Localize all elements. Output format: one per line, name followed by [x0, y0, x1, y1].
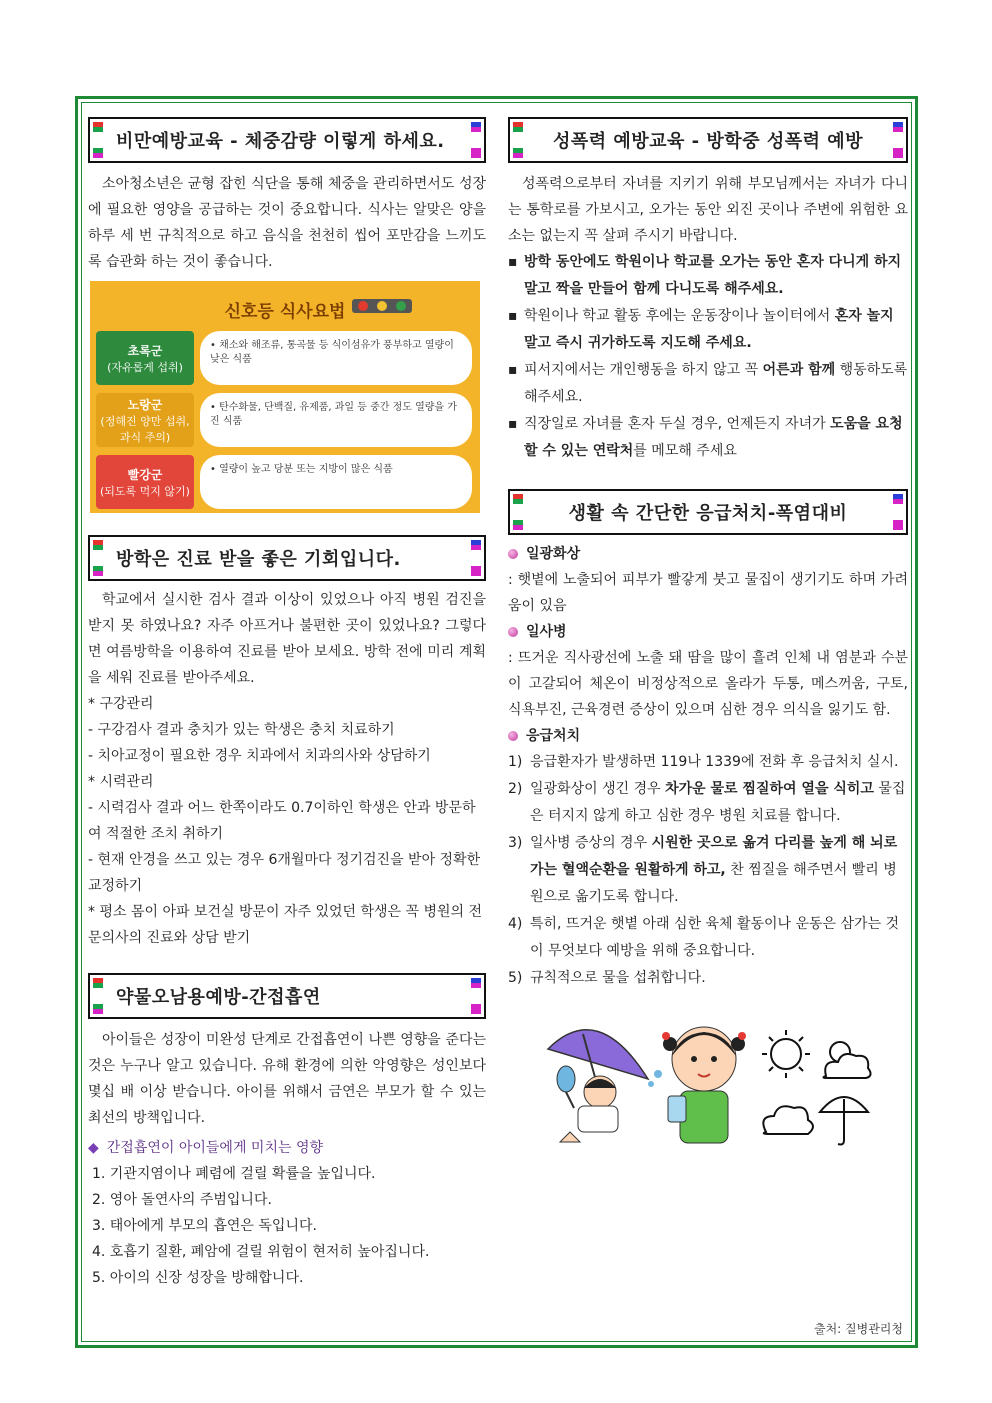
firstaid-step: 2) 일광화상이 생긴 경우 차가운 물로 찜질하여 열을 식히고 물집은 터지지 않게 하고 심한 경우 병원 치료를 합니다.	[508, 781, 906, 824]
green-group-label	[96, 331, 194, 385]
corner-decoration	[471, 148, 481, 158]
firstaid-steps	[508, 749, 908, 992]
corner-decoration	[893, 148, 903, 158]
yellow-group-name: 노랑군	[127, 397, 163, 412]
smoking-effects-list	[88, 1161, 486, 1291]
page-frame	[75, 96, 918, 1348]
corner-decoration	[513, 520, 523, 530]
smoking-effect-item: 4. 호흡기 질환, 폐암에 걸릴 위험이 현저히 높아집니다.	[92, 1244, 430, 1260]
corner-decoration	[471, 1004, 481, 1014]
corner-decoration	[893, 520, 903, 530]
left-column	[88, 99, 486, 1291]
smoking-effect-item: 1. 기관지염이나 폐렴에 걸릴 확률을 높입니다.	[92, 1166, 376, 1182]
obesity-section-title-box	[88, 117, 486, 163]
smoking-section-title-box	[88, 973, 486, 1019]
smoking-body: 아이들은 성장이 미완성 단계로 간접흡연이 나쁜 영향을 준다는 것은 누구나 알고 있습니다. 유해 환경에 의한 악영향은 성인보다 몇십 배 이상 받습니다. 아이를 위해서 금연은 부모가 할 수 있는 최선의 방책입니다.	[88, 1032, 486, 1126]
smoking-effect-item: 5. 아이의 신장 성장을 방해합니다.	[92, 1270, 304, 1286]
checkup-item: * 구강관리	[88, 696, 154, 712]
corner-decoration	[93, 978, 103, 988]
checkup-item: * 평소 몸이 아파 보건실 방문이 자주 있었던 학생은 꼭 병원의 전문의사의 진료와 상담 받기	[88, 904, 483, 946]
sunburn-heading	[508, 541, 908, 567]
sunburn-heading-text: 일광화상	[526, 546, 581, 562]
checkup-body: 학교에서 실시한 검사 결과 이상이 있었으나 아직 병원 검진을 받지 못 하였나요? 자주 아프거나 불편한 곳이 있었나요? 그렇다면 여름방학을 이용하여 진료를 받아 보세요. 방학 전에 미리 계획을 세워 진료를 받아주세요.	[88, 592, 486, 686]
checkup-item: * 시력관리	[88, 774, 154, 790]
firstaid-heading	[508, 723, 908, 749]
green-group-sub: (자유롭게 섭취)	[107, 360, 183, 374]
corner-decoration	[93, 566, 103, 576]
girl-with-drink-illustration	[648, 1027, 746, 1143]
traffic-light-diet-image	[90, 281, 480, 513]
corner-decoration	[893, 494, 903, 504]
smoking-section-title: 약물오남용예방-간접흡연	[116, 987, 321, 1008]
square-bullet-icon: ▪	[508, 362, 518, 378]
heatstroke-heading-text: 일사병	[526, 624, 567, 640]
green-group-name: 초록군	[127, 343, 163, 358]
traffic-light-icon	[352, 299, 412, 313]
corner-decoration	[471, 540, 481, 550]
smoking-subheading	[88, 1135, 486, 1161]
yellow-group-label	[96, 393, 194, 447]
checkup-item: - 구강검사 결과 충치가 있는 학생은 충치 치료하기	[88, 722, 395, 738]
checkup-item: - 치아교정이 필요한 경우 치과에서 치과의사와 상담하기	[88, 748, 431, 764]
partly-cloudy-icon	[823, 1042, 870, 1078]
yellow-group-desc: • 탄수화물, 단백질, 유제품, 과일 등 중간 정도 열량을 가진 식품	[200, 393, 472, 447]
corner-decoration	[471, 978, 481, 988]
checkup-item: - 시력검사 결과 어느 한쪽이라도 0.7이하인 학생은 안과 방문하여 적절한 조치 취하기	[88, 800, 476, 842]
violence-section-title-box	[508, 117, 908, 163]
red-group-desc: • 열량이 높고 당분 또는 지방이 많은 식품	[200, 455, 472, 509]
violence-body: 성폭력으로부터 자녀를 지키기 위해 부모님께서는 자녀가 다니는 통학로를 가보시고, 오가는 동안 외진 곳이나 주변에 위험한 요소는 없는지 꼭 살펴 주시기 바랍니다.	[508, 176, 908, 244]
square-bullet-icon: ▪	[508, 254, 518, 270]
yellow-group-row	[96, 393, 472, 447]
heatwave-illustration	[508, 1004, 908, 1154]
right-column	[508, 99, 908, 1154]
green-group-row	[96, 331, 472, 385]
sunburn-text: : 햇볕에 노출되어 피부가 빨갛게 붓고 물집이 생기기도 하며 가려움이 있음	[508, 572, 908, 614]
corner-decoration	[93, 122, 103, 132]
firstaid-section-title-box	[508, 489, 908, 535]
sun-icon	[771, 1039, 801, 1069]
source-credit: 출처: 질병관리청	[813, 1322, 903, 1336]
red-group-row	[96, 455, 472, 509]
violence-section-title: 성폭력 예방교육 - 방학중 성폭력 예방	[552, 131, 864, 152]
square-bullet-icon: ▪	[508, 308, 518, 324]
umbrella-icon	[820, 1097, 868, 1145]
red-group-sub: (되도록 먹지 않기)	[100, 484, 190, 498]
violence-bullet: ▪ 직장일로 자녀를 혼자 두실 경우, 언제든지 자녀가 도움을 요청할 수 있는 연락처를 메모해 주세요	[508, 411, 908, 465]
corner-decoration	[471, 566, 481, 576]
heatstroke-heading	[508, 619, 908, 645]
smoking-effect-item: 2. 영아 돌연사의 주범입니다.	[92, 1192, 272, 1208]
firstaid-step: 3) 일사병 증상의 경우 시원한 곳으로 옮겨 다리를 높게 해 뇌로 가는 혈액순환을 원활하게 하고, 찬 찜질을 해주면서 빨리 병원으로 옮기도록 합니다.	[508, 835, 898, 905]
pink-bullet-icon	[508, 627, 518, 637]
violence-bullet: ▪ 학원이나 학교 활동 후에는 운동장이나 놀이터에서 혼자 놀지 말고 즉시 귀가하도록 지도해 주세요.	[508, 303, 908, 357]
obesity-section-title: 비만예방교육 - 체중감량 이렇게 하세요.	[116, 131, 445, 152]
yellow-group-sub: (정해진 양만 섭취, 과식 주의)	[100, 414, 190, 444]
corner-decoration	[513, 122, 523, 132]
firstaid-section-title: 생활 속 간단한 응급처치-폭염대비	[568, 503, 848, 524]
corner-decoration	[471, 122, 481, 132]
checkup-section-title-box	[88, 535, 486, 581]
traffic-light-title: 신호등 식사요법	[224, 302, 346, 322]
smoking-effect-item: 3. 태아에게 부모의 흡연은 독입니다.	[92, 1218, 317, 1234]
checkup-item: - 현재 안경을 쓰고 있는 경우 6개월마다 정기검진을 받아 정확한 교정하기	[88, 852, 481, 894]
square-bullet-icon: ▪	[508, 416, 518, 432]
violence-bullet: ▪ 방학 동안에도 학원이나 학교를 오가는 동안 혼자 다니게 하지 말고 짝을 만들어 함께 다니도록 해주세요.	[508, 249, 908, 303]
umbrella-kid-illustration	[548, 1030, 648, 1142]
corner-decoration	[893, 122, 903, 132]
checkup-section-title: 방학은 진료 받을 좋은 기회입니다.	[116, 549, 401, 570]
gem-icon: ◆	[88, 1140, 99, 1156]
corner-decoration	[93, 1004, 103, 1014]
cloud-icon	[763, 1106, 813, 1134]
firstaid-step: 1) 응급환자가 발생하면 119나 1339에 전화 후 응급처치 실시.	[508, 754, 899, 770]
pink-bullet-icon	[508, 549, 518, 559]
firstaid-step: 4) 특히, 뜨거운 햇볕 아래 심한 육체 활동이나 운동은 삼가는 것이 무엇보다 예방을 위해 중요합니다.	[508, 916, 900, 959]
corner-decoration	[93, 148, 103, 158]
red-group-name: 빨강군	[127, 467, 163, 482]
corner-decoration	[513, 494, 523, 504]
corner-decoration	[513, 148, 523, 158]
firstaid-heading-text: 응급처치	[526, 728, 581, 744]
violence-bullet: ▪ 피서지에서는 개인행동을 하지 않고 꼭 어른과 함께 행동하도록 해주세요.	[508, 357, 908, 411]
obesity-body: 소아청소년은 균형 잡힌 식단을 통해 체중을 관리하면서도 성장에 필요한 영양을 공급하는 것이 중요합니다. 식사는 알맞은 양을 하루 세 번 규칙적으로 하고 음식을 천천히 씹어 포만감을 느끼도록 습관화 하는 것이 좋습니다.	[88, 176, 486, 270]
pink-bullet-icon	[508, 731, 518, 741]
heatstroke-text: : 뜨거운 직사광선에 노출 돼 땀을 많이 흘려 인체 내 염분과 수분이 고갈되어 체온이 비정상적으로 올라가 두통, 메스꺼움, 구토, 식욕부진, 근육경련 증상이 있으며 심한 경우 의식을 잃기도 함.	[508, 650, 908, 718]
checkup-item-list	[88, 691, 486, 951]
red-group-label	[96, 455, 194, 509]
firstaid-step: 5) 규칙적으로 물을 섭취합니다.	[508, 970, 706, 986]
green-group-desc: • 채소와 해조류, 통곡물 등 식이섬유가 풍부하고 열량이 낮은 식품	[200, 331, 472, 385]
weather-icons	[762, 1030, 871, 1145]
smoking-subheading-text: 간접흡연이 아이들에게 미치는 영향	[106, 1140, 323, 1156]
corner-decoration	[93, 540, 103, 550]
violence-bullet-list	[508, 249, 908, 465]
